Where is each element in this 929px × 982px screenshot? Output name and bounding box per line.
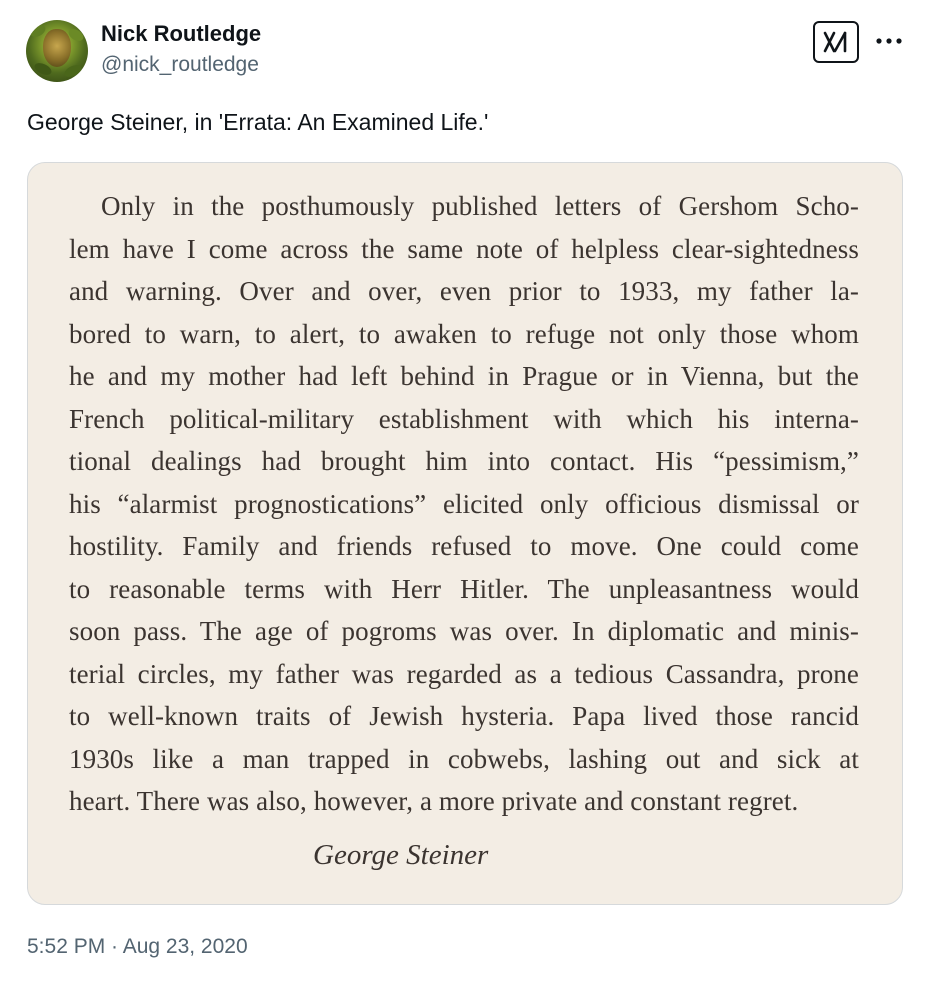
excerpt-line: soon pass. The age of pogroms was over. In diplomatic and minis- bbox=[69, 616, 859, 646]
excerpt-line: bored to warn, to alert, to awaken to refuge not only those whom bbox=[69, 318, 859, 349]
excerpt-line: heart. There was also, however, a more private and constant regret. bbox=[69, 786, 799, 816]
author-avatar[interactable] bbox=[26, 20, 88, 82]
excerpt-line: French political-military establishment with which his interna- bbox=[69, 403, 859, 434]
grok-button[interactable] bbox=[813, 21, 859, 63]
excerpt-line: Only in the posthumously published letters of Gershom Scho- bbox=[101, 191, 859, 221]
author-handle[interactable]: @nick_routledge bbox=[101, 53, 259, 76]
excerpt-line: to well-known traits of Jewish hysteria. Papa lived those rancid bbox=[69, 701, 859, 731]
media-image[interactable] bbox=[27, 162, 903, 905]
tweet-text: George Steiner, in 'Errata: An Examined Life.' bbox=[27, 109, 489, 135]
excerpt-line: tional dealings had brought him into contact. His “pessimism,” bbox=[69, 446, 859, 476]
book-excerpt bbox=[69, 185, 859, 823]
more-horizontal-icon bbox=[875, 37, 903, 45]
excerpt-line: lem have I come across the same note of helpless clear-sightedness bbox=[69, 233, 859, 264]
avatar-leaf bbox=[63, 63, 84, 80]
grok-icon bbox=[821, 29, 851, 55]
excerpt-line: terial circles, my father was regarded as a tedious Cassandra, prone bbox=[69, 658, 859, 689]
excerpt-line: to reasonable terms with Herr Hitler. The unpleasantness would bbox=[69, 573, 859, 604]
excerpt-line: he and my mother had left behind in Prague or in Vienna, but the bbox=[69, 361, 859, 391]
avatar-face bbox=[43, 29, 71, 67]
excerpt-line: and warning. Over and over, even prior to 1933, my father la- bbox=[69, 276, 859, 306]
excerpt-line: hostility. Family and friends refused to move. One could come bbox=[69, 531, 859, 561]
excerpt-signature: George Steiner bbox=[313, 839, 489, 871]
excerpt-line: his “alarmist prognostications” elicited only officious dismissal or bbox=[69, 488, 859, 519]
tweet-timestamp[interactable]: 5:52 PM · Aug 23, 2020 bbox=[27, 935, 248, 958]
author-display-name[interactable]: Nick Routledge bbox=[101, 21, 262, 46]
more-options-button[interactable] bbox=[872, 26, 906, 56]
excerpt-line: 1930s like a man trapped in cobwebs, lashing out and sick at bbox=[69, 743, 859, 774]
